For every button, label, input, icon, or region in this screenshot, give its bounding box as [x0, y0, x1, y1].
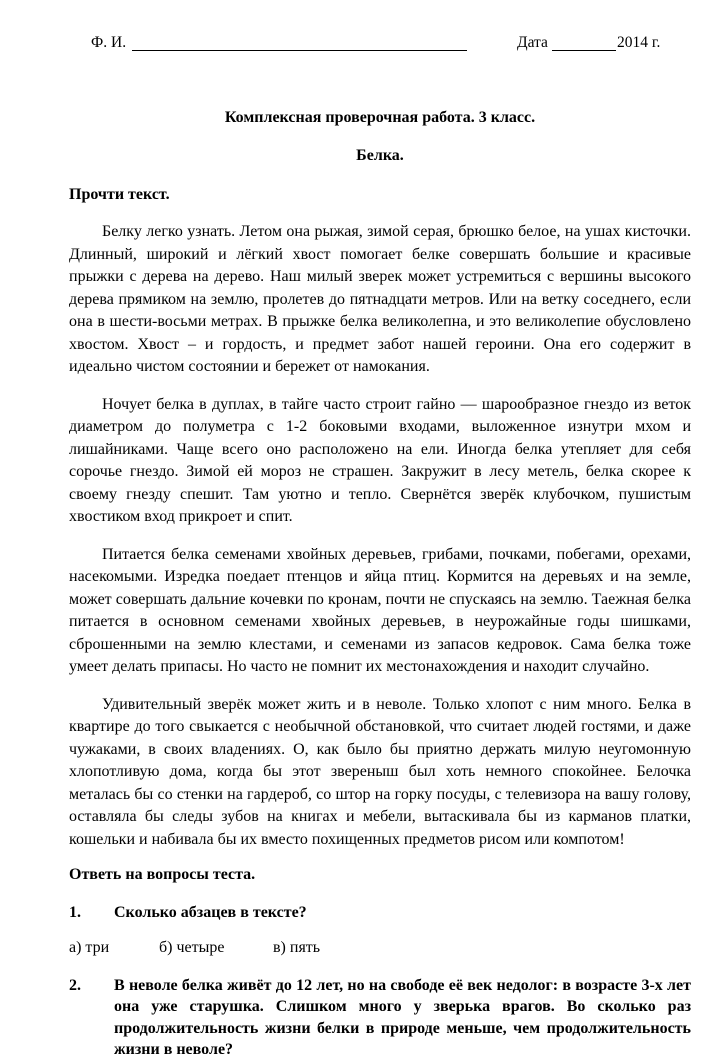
question-number: 1.: [69, 904, 81, 921]
date-label: Дата: [517, 34, 548, 51]
paragraph-2: Ночует белка в дуплах, в тайге часто строит гайно — шарообразное гнездо из веток диаметром до полуметра с 1-2 боковыми входами, выложенное изнутри мхом и лишайниками. Чаще всего оно расположено на ели. Иногда белка утепляет для себя сорочье гнездо. Зимой ей мороз не страшен. Закружит в лесу метель, белка скорее к своему гнезду спешит. Там уютно и тепло. Свернётся зверёк клубочком, пушистым хвостиком вход прикроет и спит.: [69, 395, 691, 525]
reading-instruction: Прочти текст.: [69, 186, 170, 203]
paragraph-3: Питается белка семенами хвойных деревьев, грибами, почками, побегами, орехами, насекомыми. Изредка поедает птенцов и яйца птиц. Кормится на деревьях и на земле, может совершать дальние кочевки по кронам, почти не спускаясь на землю. Таежная белка питается в основном семенами хвойных деревьев, в неурожайные годы шишками, сброшенными на землю клестами, и семенами из запасов кедровок. Сама белка тоже умеет делать припасы. Но часто не помнит их местонахождения и находит случайно.: [69, 545, 691, 675]
date-year: 2014 г.: [617, 34, 661, 51]
worksheet-page: [69, 30, 691, 1061]
question-text: В неволе белка живёт до 12 лет, но на свободе её век недолог: в возрасте 3-х лет она уже старушка. Слишком много у зверька врагов. Во сколько раз продолжительность жизни белки в природе меньше, чем продолжительность жизни в неволе?: [114, 976, 691, 1058]
option-b[interactable]: б) четыре: [159, 938, 225, 956]
date-blank-line[interactable]: [552, 50, 616, 51]
test-heading: Ответь на вопросы теста.: [69, 866, 256, 883]
question-1: [69, 902, 691, 924]
option-c[interactable]: в) пять: [273, 938, 321, 956]
worksheet-title: Комплексная проверочная работа. 3 класс.: [224, 109, 536, 126]
question-2: [69, 975, 691, 1061]
text-title: Белка.: [356, 147, 404, 164]
option-a[interactable]: а) три: [69, 938, 110, 956]
question-1-options: [69, 938, 691, 958]
paragraph-1: Белку легко узнать. Летом она рыжая, зимой серая, брюшко белое, на ушах кисточки. Длинный, широкий и лёгкий хвост помогает белке совершать большие и красивые прыжки с дерева на дерево. Наш милый зверек может устремиться с вершины высокого дерева прямиком на землю, пролетев до пятнадцати метров. Или на ветку соседнего, если она в шести-восьми метрах. В прыжке белка великолепна, и это великолепие обусловлено хвостом. Хвост – и гордость, и предмет забот нашей героини. Она его содержит в идеально чистом состоянии и бережет от намокания.: [69, 223, 691, 375]
paragraph-4: Удивительный зверёк может жить и в неволе. Только хлопот с ним много. Белка в квартире до того свыкается с необычной обстановкой, что считает людей гостями, и даже чужаками, в своих владениях. О, как было бы приятно держать милую неугомонную хлопотливую дома, когда бы этот звереныш был хоть немного спокойнее. Белочка металась бы со стенки на гардероб, со штор на горку посуды, с телевизора на вашу голову, оставляла бы следы зубов на книгах и мебели, вытаскивала бы из карманов платки, кошельки и набивала бы их вместо похищенных предметов рисом или компотом!: [69, 695, 691, 848]
question-text: Сколько абзацев в тексте?: [114, 904, 307, 921]
name-label: Ф. И.: [91, 34, 127, 51]
name-blank-line[interactable]: [132, 50, 467, 51]
header-line: [69, 30, 691, 56]
question-number: 2.: [69, 976, 81, 994]
